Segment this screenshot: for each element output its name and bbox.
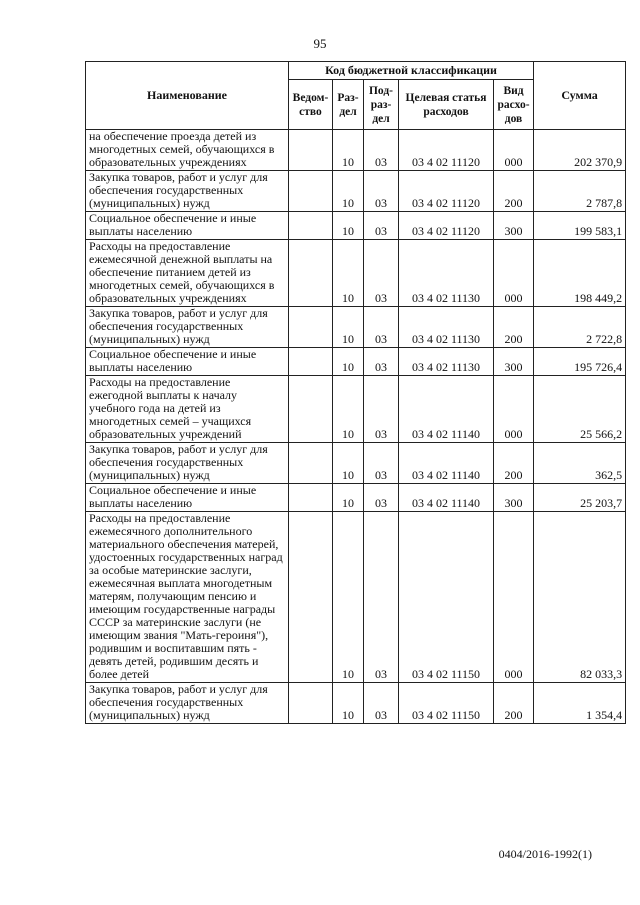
row-section-cell: 10 xyxy=(333,240,364,307)
row-subsection-cell: 03 xyxy=(364,212,399,240)
row-department-cell xyxy=(289,683,333,724)
table-row xyxy=(86,171,626,212)
document-code: 0404/2016-1992(1) xyxy=(498,847,592,861)
row-sum-cell: 2 722,8 xyxy=(534,307,626,348)
row-subsection-cell: 03 xyxy=(364,683,399,724)
row-expense-type-cell: 000 xyxy=(494,130,534,171)
row-target-item-cell: 03 4 02 11120 xyxy=(399,171,494,212)
row-department-cell xyxy=(289,171,333,212)
table-row xyxy=(86,484,626,512)
row-sum-cell: 199 583,1 xyxy=(534,212,626,240)
row-subsection-cell: 03 xyxy=(364,348,399,376)
row-name-cell: на обеспечение проезда детей из многодетных семей, обучающихся в образовательных учреждениях xyxy=(86,130,289,171)
row-sum-cell: 362,5 xyxy=(534,443,626,484)
row-section-cell: 10 xyxy=(333,130,364,171)
table-row xyxy=(86,240,626,307)
row-target-item-cell: 03 4 02 11140 xyxy=(399,443,494,484)
row-sum-cell: 202 370,9 xyxy=(534,130,626,171)
row-expense-type-cell: 200 xyxy=(494,171,534,212)
row-section-cell: 10 xyxy=(333,443,364,484)
column-header-department: Ведом-ство xyxy=(289,80,333,130)
column-group-header-budget-code: Код бюджетной классификации xyxy=(289,62,534,80)
row-subsection-cell: 03 xyxy=(364,376,399,443)
budget-table xyxy=(85,61,626,724)
row-target-item-cell: 03 4 02 11120 xyxy=(399,130,494,171)
row-target-item-cell: 03 4 02 11150 xyxy=(399,512,494,683)
column-header-section: Раз-дел xyxy=(333,80,364,130)
row-target-item-cell: 03 4 02 11130 xyxy=(399,307,494,348)
row-target-item-cell: 03 4 02 11140 xyxy=(399,484,494,512)
row-expense-type-cell: 300 xyxy=(494,484,534,512)
row-subsection-cell: 03 xyxy=(364,512,399,683)
table-row xyxy=(86,212,626,240)
row-subsection-cell: 03 xyxy=(364,443,399,484)
row-name-cell: Закупка товаров, работ и услуг для обеспечения государственных (муниципальных) нужд xyxy=(86,171,289,212)
row-subsection-cell: 03 xyxy=(364,484,399,512)
column-header-subsection: Под-раз-дел xyxy=(364,80,399,130)
row-name-cell: Закупка товаров, работ и услуг для обеспечения государственных (муниципальных) нужд xyxy=(86,443,289,484)
row-subsection-cell: 03 xyxy=(364,171,399,212)
row-sum-cell: 25 203,7 xyxy=(534,484,626,512)
table-row xyxy=(86,376,626,443)
row-department-cell xyxy=(289,240,333,307)
row-name-cell: Социальное обеспечение и иные выплаты населению xyxy=(86,212,289,240)
row-expense-type-cell: 300 xyxy=(494,212,534,240)
row-section-cell: 10 xyxy=(333,376,364,443)
row-sum-cell: 2 787,8 xyxy=(534,171,626,212)
row-expense-type-cell: 000 xyxy=(494,376,534,443)
row-department-cell xyxy=(289,376,333,443)
row-department-cell xyxy=(289,348,333,376)
row-expense-type-cell: 200 xyxy=(494,307,534,348)
row-name-cell: Расходы на предоставление ежемесячного дополнительного материального обеспечения матерей, удостоенных государственных наград за особые материнские заслуги, ежемесячная выплата многодетным матерям, получающим пенсию и имеющим государственные награды СССР за материнские заслуги (не имеющим звания "Мать-героиня"), родившим и воспитавшим пять - девять детей, родившим десять и более детей xyxy=(86,512,289,683)
row-sum-cell: 195 726,4 xyxy=(534,348,626,376)
row-sum-cell: 1 354,4 xyxy=(534,683,626,724)
row-sum-cell: 25 566,2 xyxy=(534,376,626,443)
row-target-item-cell: 03 4 02 11140 xyxy=(399,376,494,443)
column-header-sum: Сумма xyxy=(534,62,626,130)
column-header-expense-type: Вид расхо-дов xyxy=(494,80,534,130)
column-header-name: Наименование xyxy=(86,62,289,130)
row-department-cell xyxy=(289,443,333,484)
row-target-item-cell: 03 4 02 11150 xyxy=(399,683,494,724)
row-name-cell: Расходы на предоставление ежемесячной денежной выплаты на обеспечение питанием детей из многодетных семей, обучающихся в образовательных учреждениях xyxy=(86,240,289,307)
row-expense-type-cell: 200 xyxy=(494,683,534,724)
row-name-cell: Закупка товаров, работ и услуг для обеспечения государственных (муниципальных) нужд xyxy=(86,307,289,348)
row-name-cell: Социальное обеспечение и иные выплаты населению xyxy=(86,484,289,512)
table-row xyxy=(86,130,626,171)
row-sum-cell: 198 449,2 xyxy=(534,240,626,307)
row-name-cell: Расходы на предоставление ежегодной выплаты к началу учебного года на детей из многодетных семей – учащихся образовательных учреждений xyxy=(86,376,289,443)
table-row xyxy=(86,348,626,376)
row-subsection-cell: 03 xyxy=(364,307,399,348)
row-section-cell: 10 xyxy=(333,683,364,724)
row-section-cell: 10 xyxy=(333,307,364,348)
row-section-cell: 10 xyxy=(333,484,364,512)
row-section-cell: 10 xyxy=(333,512,364,683)
table-row xyxy=(86,512,626,683)
row-target-item-cell: 03 4 02 11130 xyxy=(399,348,494,376)
column-header-target-item: Целевая статья расходов xyxy=(399,80,494,130)
row-subsection-cell: 03 xyxy=(364,240,399,307)
row-expense-type-cell: 000 xyxy=(494,240,534,307)
row-subsection-cell: 03 xyxy=(364,130,399,171)
row-department-cell xyxy=(289,512,333,683)
row-name-cell: Социальное обеспечение и иные выплаты населению xyxy=(86,348,289,376)
row-section-cell: 10 xyxy=(333,171,364,212)
row-target-item-cell: 03 4 02 11120 xyxy=(399,212,494,240)
row-sum-cell: 82 033,3 xyxy=(534,512,626,683)
row-name-cell: Закупка товаров, работ и услуг для обеспечения государственных (муниципальных) нужд xyxy=(86,683,289,724)
table-row xyxy=(86,683,626,724)
row-section-cell: 10 xyxy=(333,212,364,240)
row-department-cell xyxy=(289,307,333,348)
page-number: 95 xyxy=(313,36,327,51)
row-target-item-cell: 03 4 02 11130 xyxy=(399,240,494,307)
row-department-cell xyxy=(289,212,333,240)
row-expense-type-cell: 000 xyxy=(494,512,534,683)
table-row xyxy=(86,443,626,484)
table-row xyxy=(86,307,626,348)
row-department-cell xyxy=(289,484,333,512)
row-expense-type-cell: 300 xyxy=(494,348,534,376)
row-expense-type-cell: 200 xyxy=(494,443,534,484)
row-section-cell: 10 xyxy=(333,348,364,376)
row-department-cell xyxy=(289,130,333,171)
